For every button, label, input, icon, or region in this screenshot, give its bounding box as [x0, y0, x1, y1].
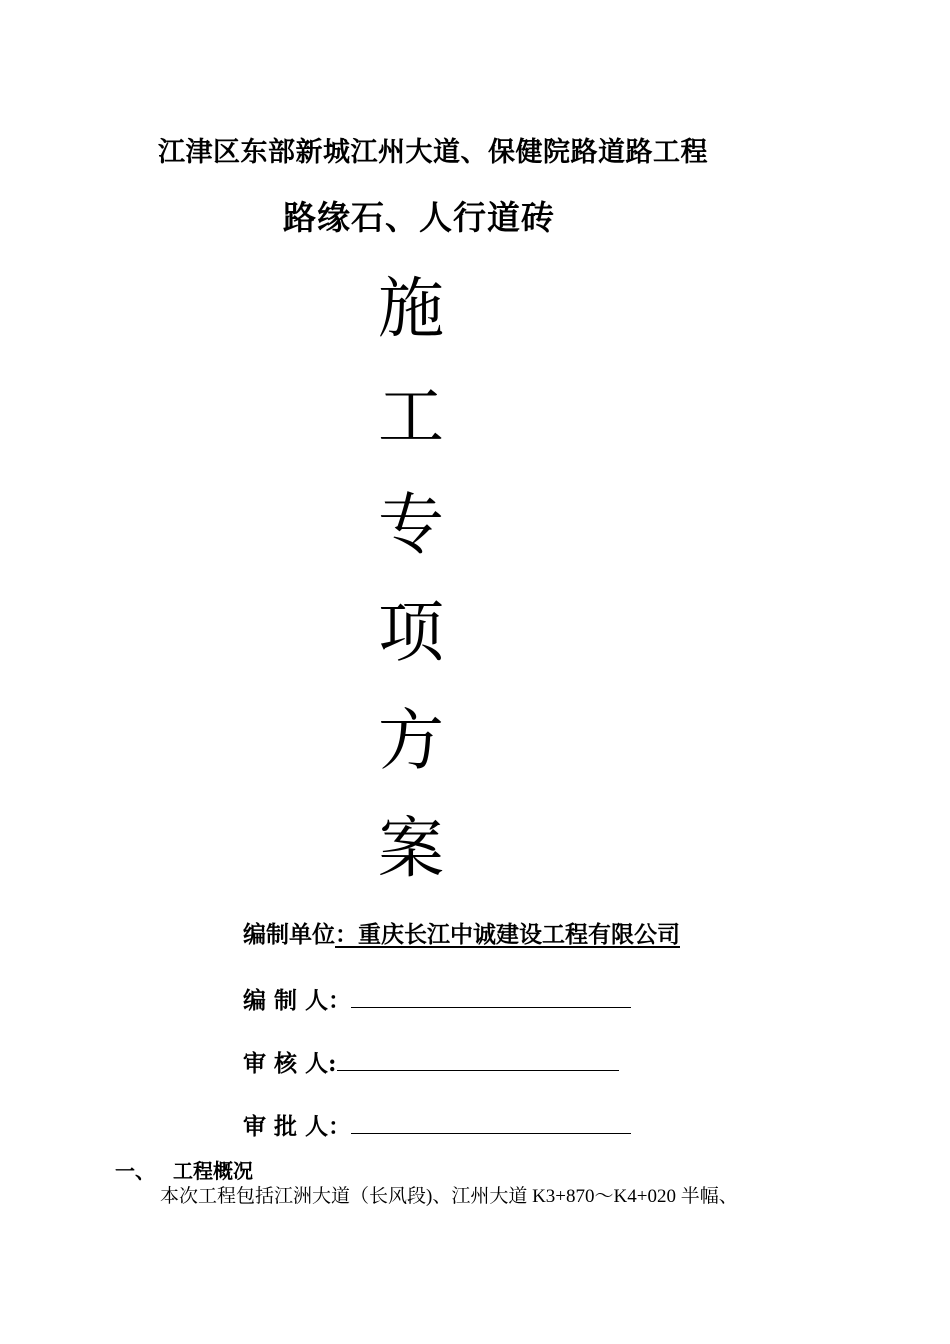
compiler-blank-line	[351, 985, 631, 1008]
vertical-title-char: 工	[378, 378, 444, 455]
section-title: 工程概况	[173, 1159, 253, 1183]
project-title: 江津区东部新城江州大道、保健院路道路工程	[158, 137, 708, 168]
vertical-title-char: 项	[378, 594, 444, 671]
compiler-label: 编 制 人：	[243, 987, 352, 1014]
approver-blank-line	[351, 1111, 631, 1134]
vertical-title-char: 方	[378, 702, 444, 779]
compiling-unit-row	[243, 916, 680, 949]
reviewer-blank-line	[337, 1048, 619, 1071]
approver-label: 审 批 人：	[243, 1113, 352, 1140]
vertical-title-char: 专	[378, 486, 444, 563]
section-number: 一、	[115, 1159, 155, 1183]
vertical-title-char: 案	[378, 810, 444, 887]
compiler-row	[243, 982, 631, 1015]
section-body-text: 本次工程包括江洲大道（长风段)、江州大道 K3+870～K4+020 半幅、	[160, 1186, 738, 1207]
compiling-unit-colon: ：	[335, 921, 358, 948]
compiling-unit-label: 编制单位	[243, 921, 335, 948]
vertical-title-char: 施	[378, 270, 444, 347]
document-subtitle: 路缘石、人行道砖	[283, 198, 555, 237]
approver-row	[243, 1108, 631, 1141]
reviewer-label: 审 核 人:	[243, 1050, 337, 1077]
reviewer-row	[243, 1045, 619, 1078]
section-heading	[115, 1155, 253, 1184]
compiling-unit-value: 重庆长江中诚建设工程有限公司	[358, 921, 680, 948]
